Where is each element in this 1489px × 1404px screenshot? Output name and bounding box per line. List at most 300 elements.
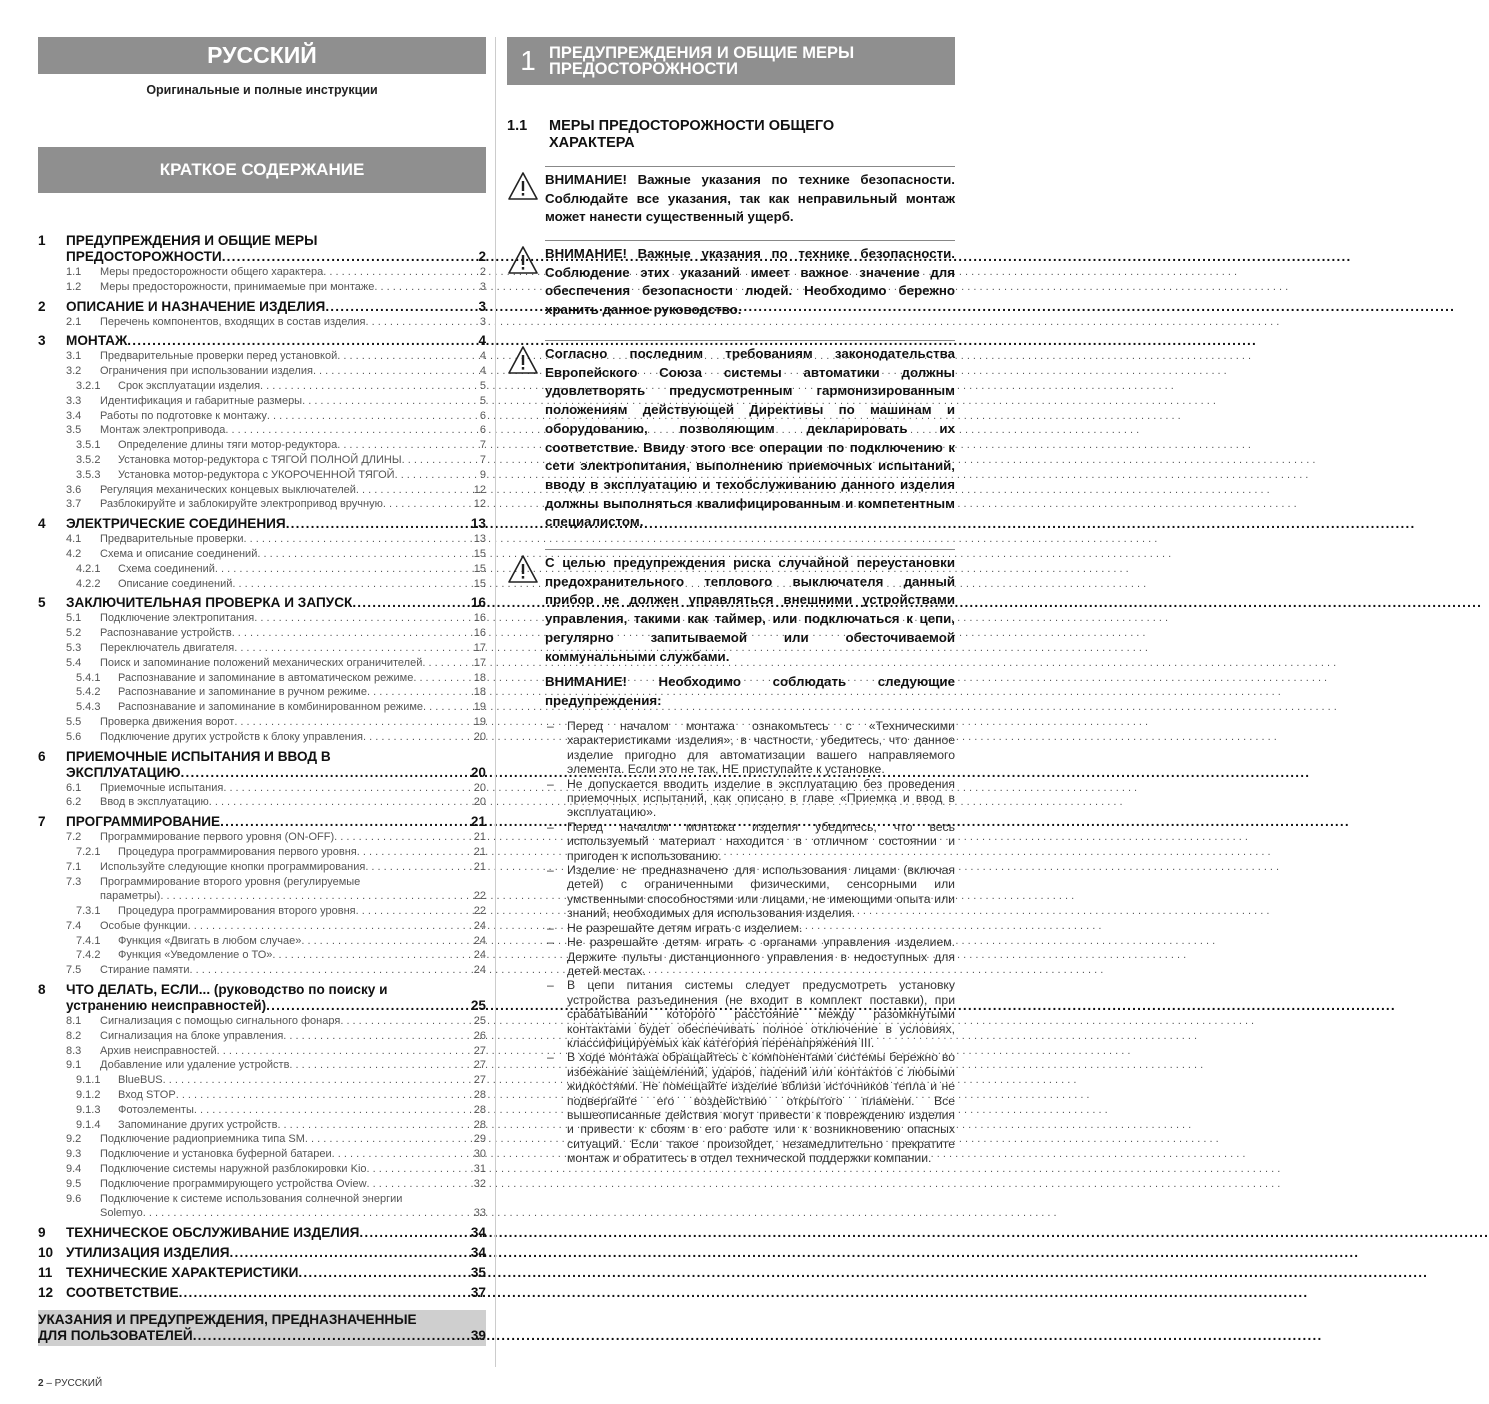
toc-number: 9.5 [66, 1177, 82, 1190]
toc-title: Solemyo [100, 1207, 143, 1220]
toc-leader [215, 562, 474, 577]
toc-page: 29 [473, 1133, 486, 1146]
toc-leader [193, 1328, 471, 1344]
toc-leader [365, 860, 473, 875]
warning-block [507, 345, 955, 532]
toc-leader [127, 333, 478, 349]
toc-title: Вход STOP [118, 1089, 176, 1102]
toc-entry [38, 379, 486, 394]
toc-number: 7.3 [66, 875, 82, 888]
toc-title: Подключение системы наружной разблокировки Kio [100, 1163, 367, 1176]
toc-entry [38, 453, 486, 468]
toc-number: 5.4 [66, 656, 82, 669]
toc-number: 7.4 [66, 919, 82, 932]
toc-entry [38, 1328, 486, 1344]
toc-page: 16 [473, 627, 486, 640]
toc-banner: КРАТКОЕ СОДЕРЖАНИЕ [38, 147, 486, 193]
toc-entry [38, 1132, 486, 1147]
toc-leader [230, 1245, 471, 1261]
toc-leader [332, 1147, 474, 1162]
toc-page: 16 [473, 612, 486, 625]
warning-triangle-icon [507, 171, 545, 227]
toc-leader [176, 1088, 474, 1103]
toc-title: Перечень компонентов, входящих в состав изделия [100, 315, 366, 328]
toc-title: Подключение других устройств к блоку управления [100, 730, 363, 743]
table-of-contents [38, 233, 486, 1346]
toc-page: 13 [470, 516, 486, 532]
subsection-title [549, 118, 834, 152]
toc-title: Архив неисправностей [100, 1044, 217, 1057]
toc-title: Меры предосторожности, принимаемые при монтаже [100, 280, 375, 293]
toc-title: ПРОГРАММИРОВАНИЕ [66, 814, 221, 830]
toc-title: Идентификация и габаритные размеры [100, 394, 303, 407]
toc-title: Распознавание и запоминание в автоматическом режиме [118, 671, 414, 684]
toc-number: 3.5 [66, 424, 82, 437]
toc-page: 21 [473, 831, 486, 844]
list-item: – Не допускается вводить изделие в эксплуатацию без проведения приемочных испытаний, как описано в главе «Приемка и ввод в эксплуатацию». [545, 777, 955, 820]
toc-leader [234, 641, 474, 656]
toc-number: 4.2 [66, 547, 82, 560]
toc-title: Монтаж электропривода [100, 424, 226, 437]
toc-title: Особые функции [100, 919, 188, 932]
toc-number: 9.2 [66, 1133, 82, 1146]
toc-entry [38, 1206, 486, 1221]
warning-triangle-icon [507, 245, 545, 320]
subsection-number: 1.1 [507, 118, 528, 134]
toc-title: Функция «Уведомление о ТО» [118, 949, 273, 962]
toc-leader [266, 998, 471, 1014]
toc-title: Срок эксплуатации изделия [118, 379, 261, 392]
toc-leader [413, 671, 473, 686]
toc-page: 30 [473, 1148, 486, 1161]
toc-leader [222, 249, 479, 265]
toc-leader [244, 532, 474, 547]
section-title [549, 45, 854, 77]
toc-number: 10 [38, 1245, 54, 1261]
warning-block [507, 245, 955, 320]
toc-page: 12 [473, 483, 486, 496]
toc-section [38, 1245, 486, 1261]
toc-entry [38, 1312, 486, 1328]
divider [545, 240, 955, 241]
toc-page: 25 [473, 1015, 486, 1028]
toc-leader [367, 1162, 474, 1177]
toc-leader [225, 423, 479, 438]
toc-leader [194, 1103, 474, 1118]
toc-number: 3.5.2 [76, 453, 101, 466]
toc-title: Подключение к системе использования солнечной энергии [100, 1192, 403, 1205]
divider [545, 340, 955, 341]
toc-title: Добавление или удаление устройств [100, 1059, 290, 1072]
toc-page: 21 [473, 860, 486, 873]
toc-title: УКАЗАНИЯ И ПРЕДУПРЕЖДЕНИЯ, ПРЕДНАЗНАЧЕННЫЕ [38, 1312, 417, 1328]
toc-leader [340, 1014, 473, 1029]
toc-title: Проверка движения ворот [100, 715, 235, 728]
toc-leader [325, 299, 478, 315]
toc-number: 5.4.2 [76, 686, 101, 699]
toc-leader [163, 1073, 474, 1088]
toc-title: параметры) [100, 890, 161, 903]
toc-entry [38, 1103, 486, 1118]
toc-entry [38, 1073, 486, 1088]
toc-number: 6.1 [66, 781, 82, 794]
toc-leader [313, 364, 480, 379]
toc-section [38, 333, 486, 512]
toc-leader [179, 1285, 471, 1301]
toc-entry [38, 830, 486, 845]
toc-leader [257, 547, 473, 562]
toc-section [38, 233, 486, 295]
toc-entry [38, 1265, 486, 1281]
toc-entry [38, 963, 486, 978]
toc-section [38, 1225, 486, 1241]
toc-number: 6.2 [66, 796, 82, 809]
toc-leader [298, 1265, 470, 1281]
toc-entry [38, 315, 486, 330]
toc-number: 4 [38, 516, 46, 532]
warning-block [507, 171, 955, 227]
toc-number: 5 [38, 595, 46, 611]
language-banner: РУССКИЙ [38, 37, 486, 74]
toc-title: ТЕХНИЧЕСКОЕ ОБСЛУЖИВАНИЕ ИЗДЕЛИЯ [66, 1225, 360, 1241]
toc-leader [217, 1044, 474, 1059]
toc-title: BlueBUS [118, 1074, 163, 1087]
toc-user-section [38, 1310, 486, 1346]
toc-leader [357, 845, 474, 860]
toc-entry [38, 1118, 486, 1133]
toc-title: ЗАКЛЮЧИТЕЛЬНАЯ ПРОВЕРКА И ЗАПУСК [66, 595, 353, 611]
toc-number: 9.6 [66, 1192, 82, 1205]
toc-entry [38, 626, 486, 641]
toc-leader [267, 409, 480, 424]
toc-leader [352, 595, 471, 611]
list-item: – Не разрешайте детям играть с изделием. [545, 921, 955, 935]
warning-text: С целью предупреждения риска случайной переустановки предохранительного теплового выключателя данный прибор не должен управляться внешними устройствами управления, такими как таймер, или подключаться к цепи, регулярно запитываемой или обесточиваемой коммунальными службами. [545, 555, 955, 664]
toc-entry [38, 685, 486, 700]
toc-title: Запоминание других устройств [118, 1118, 278, 1131]
toc-title: Функция «Двигать в любом случае» [118, 934, 302, 947]
toc-title: Подключение радиоприемника типа SM [100, 1133, 305, 1146]
toc-entry [38, 468, 486, 483]
toc-number: 3.3 [66, 394, 82, 407]
toc-page: 27 [473, 1074, 486, 1087]
toc-page: 35 [470, 1265, 486, 1281]
toc-page: 2 [479, 266, 486, 278]
toc-leader [334, 830, 474, 845]
toc-number: 3 [38, 333, 46, 349]
toc-page: 15 [473, 577, 486, 590]
toc-number: 5.4.3 [76, 701, 101, 714]
toc-leader [190, 963, 474, 978]
toc-number: 9.1 [66, 1059, 82, 1072]
toc-leader [383, 497, 474, 512]
toc-page: 5 [479, 394, 486, 407]
toc-number: 11 [38, 1265, 53, 1281]
toc-page: 3 [479, 280, 486, 293]
toc-leader [234, 715, 473, 730]
toc-page: 6 [479, 424, 486, 437]
toc-number: 2 [38, 298, 46, 314]
section-title-line-1: ПРЕДУПРЕЖДЕНИЯ И ОБЩИЕ МЕРЫ [549, 44, 855, 62]
toc-leader [367, 685, 474, 700]
list-item: – В ходе монтажа обращайтесь с компонентами системы бережно во избежание защемлений, ударов, падений или контактов с любыми жидкостями. Не помещайте изделие вблизи источников тепла и не подвергайте его воздействию открытого пламени. Все вышеописанные действия могут привести к повреждению изделия и привести к сбоям в его работе или к возникновению опасных ситуаций. Если такое произойдет, незамедлительно прекратите монтаж и обратитесь в отдел технической поддержки компании. [545, 1050, 955, 1165]
toc-leader [395, 468, 480, 483]
toc-title: Подключение электропитания [100, 612, 255, 625]
toc-number: 5.4.1 [76, 671, 101, 684]
toc-title: Схема соединений [118, 562, 215, 575]
toc-section [38, 982, 486, 1221]
warning-text: ВНИМАНИЕ! Важные указания по технике безопасности. Соблюдайте все указания, так как неправильный монтаж может нанести существенный ущерб. [545, 172, 955, 225]
toc-entry [38, 349, 486, 364]
section-banner [507, 37, 955, 85]
toc-number: 7.4.2 [76, 949, 101, 962]
toc-number: 7.4.1 [76, 934, 101, 947]
toc-leader [289, 1058, 473, 1073]
toc-entry [38, 1245, 486, 1261]
toc-number: 9.1.2 [76, 1089, 101, 1102]
toc-leader [423, 700, 474, 715]
toc-entry [38, 562, 486, 577]
toc-number: 7.2 [66, 831, 82, 844]
toc-number: 1 [38, 233, 46, 248]
toc-entry [38, 249, 486, 265]
toc-page: 33 [473, 1207, 486, 1220]
toc-page: 26 [473, 1029, 486, 1042]
toc-title: ТЕХНИЧЕСКИЕ ХАРАКТЕРИСТИКИ [66, 1265, 299, 1281]
toc-number: 5.1 [66, 612, 82, 625]
toc-number: 12 [38, 1285, 54, 1301]
toc-page: 24 [473, 964, 486, 977]
toc-number: 6 [38, 748, 46, 764]
toc-number: 8.1 [66, 1015, 82, 1028]
toc-leader [402, 453, 480, 468]
toc-leader [223, 781, 473, 796]
toc-entry [38, 656, 486, 671]
toc-page: 28 [473, 1103, 486, 1116]
toc-leader [422, 656, 473, 671]
list-item: – Перед началом монтажа изделия убедитесь, что весь используемый материал находится в отличном состоянии и пригоден к использованию. [545, 820, 955, 863]
toc-page: 31 [473, 1163, 486, 1176]
toc-page: 24 [473, 919, 486, 932]
toc-entry [38, 982, 486, 998]
toc-entry [38, 1162, 486, 1177]
toc-entry [38, 483, 486, 498]
toc-page: 17 [473, 656, 486, 669]
toc-entry [38, 611, 486, 626]
toc-leader [254, 611, 474, 626]
toc-title: Определение длины тяги мотор-редуктора [118, 439, 338, 452]
toc-page: 20 [473, 796, 486, 809]
attention-heading: ВНИМАНИЕ! Необходимо соблюдать следующие предупреждения: [545, 674, 955, 708]
toc-title: Фотоэлементы [118, 1103, 194, 1116]
toc-leader [356, 904, 474, 919]
toc-number: 7.1 [66, 860, 82, 873]
toc-page: 7 [479, 453, 486, 466]
toc-entry [38, 333, 486, 349]
toc-entry [38, 1177, 486, 1192]
toc-leader [337, 349, 480, 364]
toc-entry [38, 749, 486, 765]
toc-number: 7.2.1 [76, 845, 101, 858]
toc-entry [38, 532, 486, 547]
toc-number: 7.5 [66, 964, 82, 977]
toc-section [38, 595, 486, 744]
toc-section [38, 516, 486, 591]
toc-title: Распознавание и запоминание в ручном режиме [118, 686, 367, 699]
toc-page: 20 [470, 764, 486, 780]
toc-page: 18 [473, 671, 486, 684]
toc-number: 9.4 [66, 1163, 82, 1176]
toc-number: 7 [38, 814, 46, 830]
list-item: – Перед началом монтажа ознакомьтесь с «Техническими характеристиками изделия», в частности, убедитесь, что данное изделие пригодно для автоматизации вашего направляемого элемента. Если это не так, НЕ приступайте к установке. [545, 719, 955, 777]
toc-leader [277, 1118, 473, 1133]
toc-title: Предварительные проверки [100, 533, 244, 546]
toc-title: Программирование второго уровня (регулируемые [100, 875, 361, 888]
toc-title: устранению неисправностей) [66, 998, 267, 1014]
toc-title: Подключение и установка буферной батареи [100, 1148, 332, 1161]
toc-leader [283, 1029, 473, 1044]
list-item: – Изделие не предназначено для использования лицами (включая детей) с ограниченными физическими, сенсорными или умственными способностями или лицами, не имеющими опыта или знаний, необходимых для использования изделия. [545, 863, 955, 921]
toc-entry [38, 547, 486, 562]
divider [545, 166, 955, 167]
warning-triangle-icon [507, 345, 545, 532]
toc-number: 9 [38, 1225, 46, 1241]
toc-title: Сигнализация с помощью сигнального фонаря [100, 1015, 341, 1028]
toc-page: 39 [470, 1328, 486, 1344]
toc-entry [38, 998, 486, 1014]
toc-number: 2.1 [66, 315, 82, 328]
toc-page: 15 [473, 547, 486, 560]
toc-number: 9.3 [66, 1148, 82, 1161]
section-title-line-2: ПРЕДОСТОРОЖНОСТИ [549, 60, 738, 78]
list-item: – В цепи питания системы следует предусмотреть установку устройства разъединения (не входит в комплект поставки), при срабатывании которого расстояние между разомкнутыми контактами будет обеспечивать полное отключение в условиях, классифицируемых как категория перенапряжения III. [545, 978, 955, 1050]
toc-leader [286, 516, 471, 532]
toc-entry [38, 364, 486, 379]
toc-page: 25 [470, 998, 486, 1014]
toc-entry [38, 1147, 486, 1162]
toc-number: 1.1 [66, 266, 82, 278]
toc-leader [209, 795, 474, 810]
toc-number: 8 [38, 982, 46, 998]
toc-title: МОНТАЖ [66, 333, 128, 349]
toc-page: 2 [478, 249, 486, 264]
toc-entry [38, 497, 486, 512]
toc-page: 27 [473, 1059, 486, 1072]
toc-number: 5.5 [66, 715, 82, 728]
toc-title: Распознавание устройств [100, 627, 232, 640]
toc-leader [359, 1225, 471, 1241]
toc-entry [38, 781, 486, 796]
toc-entry [38, 845, 486, 860]
toc-entry [38, 730, 486, 745]
toc-leader [301, 934, 473, 949]
toc-entry [38, 889, 486, 904]
toc-entry [38, 423, 486, 438]
toc-page: 16 [470, 595, 486, 611]
toc-page: 13 [473, 533, 486, 546]
toc-page: 12 [473, 498, 486, 511]
toc-number: 3.1 [66, 350, 82, 363]
toc-entry [38, 265, 486, 280]
subsection-heading [507, 118, 955, 152]
toc-entry [38, 409, 486, 424]
toc-page: 37 [470, 1285, 486, 1301]
toc-title: Установка мотор-редуктора с ТЯГОЙ ПОЛНОЙ ДЛИНЫ [118, 453, 402, 466]
toc-number: 3.5.1 [76, 439, 101, 452]
column-divider [495, 37, 496, 1367]
toc-number: 3.2 [66, 365, 82, 378]
toc-leader [374, 280, 479, 295]
toc-leader [160, 889, 473, 904]
toc-number: 3.2.1 [76, 379, 101, 392]
toc-title: Установка мотор-редуктора с УКОРОЧЕННОЙ ТЯГОЙ [118, 468, 395, 481]
toc-title: Работы по подготовке к монтажу [100, 409, 267, 422]
toc-entry [38, 1088, 486, 1103]
toc-entry [38, 1192, 486, 1207]
toc-leader [305, 1132, 474, 1147]
toc-entry [38, 516, 486, 532]
page-number: 2 [38, 1378, 44, 1389]
toc-entry [38, 671, 486, 686]
toc-entry [38, 233, 486, 249]
toc-title: Схема и описание соединений [100, 547, 258, 560]
toc-page: 17 [473, 641, 486, 654]
precautions-list [545, 719, 955, 1166]
toc-title: Приемочные испытания [100, 781, 224, 794]
toc-page: 4 [479, 350, 486, 363]
toc-number: 7.3.1 [76, 905, 101, 918]
warning-triangle-icon [507, 554, 545, 666]
toc-page: 21 [470, 814, 486, 830]
toc-section [38, 749, 486, 811]
toc-number: 5.2 [66, 627, 82, 640]
toc-entry [38, 641, 486, 656]
toc-page: 4 [479, 365, 486, 378]
toc-title: Меры предосторожности общего характера [100, 266, 324, 278]
toc-gap [38, 1301, 486, 1305]
toc-title: Распознавание и запоминание в комбинированном режиме [118, 701, 424, 714]
toc-leader [337, 438, 480, 453]
toc-entry [38, 715, 486, 730]
toc-section [38, 299, 486, 330]
toc-leader [260, 379, 480, 394]
toc-number: 9.1.4 [76, 1118, 101, 1131]
toc-page: 28 [473, 1089, 486, 1102]
toc-entry [38, 919, 486, 934]
toc-title: Подключение программирующего устройства Oview [100, 1177, 367, 1190]
toc-page: 5 [479, 379, 486, 392]
toc-title: УТИЛИЗАЦИЯ ИЗДЕЛИЯ [66, 1245, 230, 1261]
toc-title: ЭКСПЛУАТАЦИЮ [66, 764, 181, 780]
toc-title: ПРЕДУПРЕЖДЕНИЯ И ОБЩИЕ МЕРЫ [66, 233, 318, 248]
subsection-title-line-2: ХАРАКТЕРА [549, 135, 635, 151]
subsection-title-line-1: МЕРЫ ПРЕДОСТОРОЖНОСТИ ОБЩЕГО [549, 118, 835, 134]
toc-entry [38, 1014, 486, 1029]
toc-leader [356, 483, 474, 498]
toc-page: 34 [470, 1245, 486, 1261]
toc-number: 9.1.3 [76, 1103, 101, 1116]
toc-title: ЭЛЕКТРИЧЕСКИЕ СОЕДИНЕНИЯ [66, 516, 286, 532]
toc-leader [232, 577, 473, 592]
toc-title: Предварительные проверки перед установкой [100, 350, 338, 363]
toc-number: 4.2.2 [76, 577, 101, 590]
toc-number: 5.3 [66, 641, 82, 654]
toc-page: 22 [473, 905, 486, 918]
toc-title: Переключатель двигателя [100, 641, 235, 654]
toc-page: 24 [473, 949, 486, 962]
toc-number: 3.6 [66, 483, 82, 496]
toc-section [38, 1285, 486, 1301]
